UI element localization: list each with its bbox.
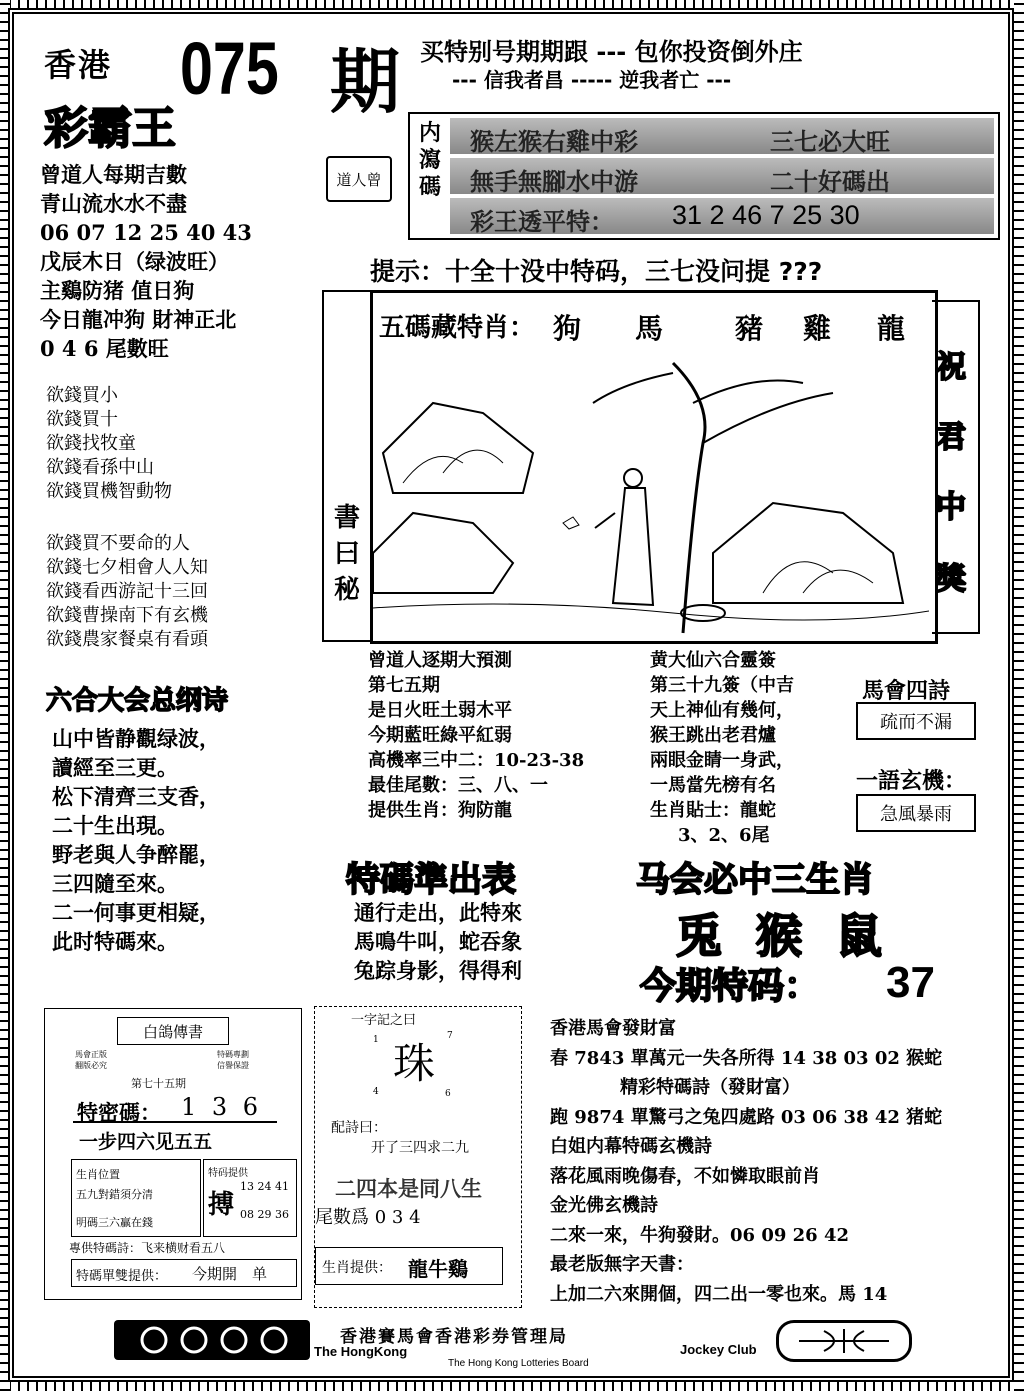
- prediction-line: 高機率三中二：10-23-38: [368, 750, 585, 771]
- issue-suffix: 期: [330, 41, 400, 123]
- zodiac-dog: 狗: [553, 312, 582, 345]
- left-vertical-text: 書曰秘: [333, 503, 360, 605]
- special-supply-title: 特码提供: [208, 1168, 248, 1179]
- slogan-1: 买特别号期期跟 --- 包你投资倒外庄: [420, 38, 803, 66]
- prediction-line: 曾道人逐期大預測: [368, 650, 512, 671]
- prediction-line: 是日火旺土弱木平: [368, 700, 512, 721]
- fortune-line: 金光佛玄機詩: [550, 1195, 658, 1216]
- brand-top: 香港: [44, 46, 113, 84]
- poem-label: 配詩曰：: [331, 1120, 387, 1136]
- special-line: 兔踪身影，得得利: [354, 958, 522, 983]
- zodiac-position-line: 明碼三六贏在錢: [76, 1216, 153, 1229]
- footer-en-left: The HongKong: [314, 1344, 408, 1359]
- one-char-zodiac-label: 生肖提供：: [322, 1260, 392, 1276]
- left-line: 今日龍冲狗 財神正北: [40, 307, 237, 332]
- inner-code-box: [408, 112, 1000, 240]
- want-money-list-2: [46, 532, 208, 652]
- horse-poem-title: 馬會四詩: [862, 679, 951, 704]
- pigeon-sub-left: 馬會正版 翻版必究: [75, 1050, 107, 1070]
- pigeon-title: 白鴿傳書: [117, 1017, 229, 1045]
- poem-line: 二十生出現。: [52, 813, 178, 838]
- one-char-poem: 开了三四求二九: [371, 1140, 469, 1156]
- painting-right-scroll: [932, 300, 980, 634]
- secret-label: 特密碼：: [77, 1100, 161, 1125]
- brand-name: 彩霸王: [44, 103, 176, 154]
- right-vertical-char: 君: [936, 420, 966, 455]
- painting-frame: [370, 290, 938, 644]
- horse-poem-value: 疏而不漏: [856, 702, 976, 740]
- fortune-line: 落花風雨晚傷春，不如憐取眼前肖: [550, 1165, 820, 1187]
- mystery-title: 一語玄機：: [856, 769, 967, 794]
- prediction-line: 最佳尾數：三、八、一: [368, 775, 548, 796]
- supply-numbers: 08 29 36: [240, 1208, 289, 1221]
- five-codes-label: 五碼藏特肖：: [379, 313, 536, 343]
- poem-line: 讀經至三更。: [52, 755, 178, 780]
- footer-cn: 香港賽馬會香港彩券管理局: [340, 1327, 568, 1347]
- one-char-zodiac-value: 龍牛鷄: [408, 1257, 468, 1281]
- prediction-block: [368, 648, 584, 823]
- left-line: 曾道人每期吉數: [40, 162, 187, 187]
- one-char-zodiac-box: [315, 1247, 503, 1285]
- inner-code-title: 内瀉碼: [418, 120, 441, 200]
- stamp-seal: 道人曾: [326, 156, 392, 202]
- lotteries-emblem-icon: [779, 1323, 909, 1359]
- painting-left-scroll: [322, 290, 372, 642]
- pigeon-box: [44, 1008, 302, 1300]
- want-money-item: 欲錢買十: [46, 409, 118, 430]
- want-money-item: 欲錢七夕相會人人知: [46, 557, 208, 578]
- odd-even-label: 特碼單雙提供：: [76, 1269, 168, 1284]
- left-line: 06 07 12 25 40 43: [40, 220, 252, 245]
- poem-line: 二一何事更相疑，: [52, 900, 220, 925]
- left-line: 戊辰木日（绿波旺）: [40, 249, 229, 274]
- today-special-value: 37: [886, 958, 935, 1007]
- bottom-border: [0, 1381, 1024, 1391]
- special-line: 通行走出，此特來: [354, 900, 522, 925]
- one-char-tail: 尾數爲 0 3 4: [315, 1207, 421, 1228]
- left-line: 0 4 6 尾數旺: [40, 336, 169, 361]
- poem-line: 三四隨至來。: [52, 871, 178, 896]
- pigeon-issue: 第七十五期: [131, 1077, 186, 1090]
- landscape-illustration: [373, 343, 929, 635]
- right-border: [1014, 0, 1024, 1391]
- oracle-tail: 3、2、6尾: [678, 825, 770, 846]
- poem-title: 六合大会总纲诗: [46, 686, 229, 716]
- want-money-item: 欲錢買小: [46, 385, 118, 406]
- mystery-value: 急風暴雨: [856, 794, 976, 832]
- poem-line: 此时特碼來。: [52, 929, 178, 954]
- oracle-line: 生肖貼士：龍蛇: [650, 800, 776, 821]
- big-char: 搏: [208, 1190, 235, 1220]
- one-char-bold-line: 二四本是同八生: [335, 1177, 482, 1201]
- zodiac-pig: 豬: [735, 312, 764, 345]
- zodiac-position-box: [71, 1159, 201, 1237]
- footer-en-right: Jockey Club: [680, 1342, 757, 1357]
- want-money-list-1: [46, 384, 172, 504]
- want-money-item: 欲錢看西游記十三回: [46, 581, 208, 602]
- want-money-item: 欲錢曹操南下有玄機: [46, 605, 208, 626]
- right-vertical-char: 祝: [936, 350, 966, 385]
- zodiac-horse: 馬: [635, 312, 664, 345]
- zodiac-position-title: 生肖位置: [76, 1168, 120, 1181]
- code-row3-label: 彩王透平特：: [470, 208, 614, 236]
- oracle-line: 一馬當先榜有名: [650, 775, 776, 796]
- right-vertical-char: 中: [936, 490, 966, 525]
- wong-tai-sin-block: [650, 648, 794, 848]
- fortune-line: 跑 9874 單驚弓之兔四處路 03 06 38 42 猪蛇: [550, 1106, 943, 1128]
- supply-numbers: 13 24 41: [240, 1180, 289, 1193]
- poem-line: 松下清齊三支香，: [52, 784, 220, 809]
- divider: [73, 1121, 277, 1123]
- three-zodiac-animals: 兎猴鼠: [676, 909, 916, 963]
- one-char-title: 一字記之曰: [351, 1013, 417, 1028]
- poem-line: 山中皆静觀绿波，: [52, 726, 220, 751]
- hint-text: 提示：十全十没中特码，三七没问提 ???: [370, 257, 823, 286]
- odd-even-box: [71, 1259, 297, 1287]
- oracle-line: 兩眼金睛一身武，: [650, 750, 794, 771]
- one-char-box: [314, 1006, 522, 1308]
- one-char-n6: 6: [445, 1089, 451, 1099]
- left-line: 青山流水水不盡: [40, 191, 187, 216]
- odd-even-value: 今期開 单: [192, 1265, 268, 1283]
- want-money-item: 欲錢農家餐桌有看頭: [46, 629, 208, 650]
- footer-en-sub: The Hong Kong Lotteries Board: [448, 1358, 589, 1369]
- fortune-line: 上加二六來開個，四二出一零也來。馬 14: [550, 1283, 888, 1305]
- poem-line: 野老與人争醉罷，: [52, 842, 220, 867]
- code-row2-right: 二十好碼出: [770, 168, 890, 196]
- one-char-n1: 1: [373, 1035, 379, 1045]
- zodiac-dragon: 龍: [877, 312, 906, 345]
- fortune-line: 白姐内幕特碼玄機詩: [550, 1136, 712, 1157]
- one-char-n4: 4: [373, 1087, 379, 1097]
- code-row1-left: 猴左猴右雞中彩: [470, 128, 638, 156]
- swirl-logo-icon: [114, 1320, 310, 1360]
- today-special-label: 今期特码：: [640, 966, 821, 1007]
- prediction-line: 提供生肖：狗防龍: [368, 800, 512, 821]
- code-row3-numbers: 31 2 46 7 25 30: [672, 200, 860, 230]
- left-line: 主鷄防猪 值日狗: [40, 278, 195, 303]
- fortune-line: 香港馬會發財富: [550, 1018, 676, 1039]
- step-line: 一步四六见五五: [79, 1131, 213, 1153]
- fortune-block: [550, 1014, 942, 1309]
- three-zodiac-title: 马会必中三生肖: [636, 860, 874, 900]
- prediction-line: 第七五期: [368, 675, 440, 696]
- prediction-line: 今期藍旺綠平紅弱: [368, 725, 512, 746]
- special-title: 特碼準出表: [346, 860, 516, 900]
- poem-line: 專供特碼詩：飞来横财看五八: [69, 1241, 226, 1255]
- oracle-line: 天上神仙有幾何，: [650, 700, 794, 721]
- want-money-item: 欲錢看孫中山: [46, 457, 154, 478]
- left-info: [40, 160, 252, 363]
- secret-value: 1 3 6: [181, 1093, 263, 1121]
- want-money-item: 欲錢買不要命的人: [46, 533, 190, 554]
- pigeon-sub-right: 特碼專劃 信譽保證: [217, 1050, 249, 1070]
- want-money-item: 欲錢買機智動物: [46, 481, 172, 502]
- issue-number: 075: [180, 27, 279, 110]
- oracle-line: 第三十九簽（中吉: [650, 675, 794, 696]
- fortune-line: 最老版無字天書：: [550, 1254, 694, 1275]
- want-money-item: 欲錢找牧童: [46, 433, 136, 454]
- special-line: 馬鳴牛叫，蛇吞象: [354, 929, 522, 954]
- fortune-line: 春 7843 單萬元一失各所得 14 38 03 02 猴蛇: [550, 1047, 943, 1069]
- oracle-line: 黄大仙六合靈簽: [650, 650, 776, 671]
- code-row2-left: 無手無腳水中游: [470, 168, 638, 196]
- one-char-n7: 7: [447, 1031, 453, 1041]
- special-lines: [354, 898, 522, 985]
- oracle-line: 猴王跳出老君爐: [650, 725, 776, 746]
- special-supply-box: [203, 1159, 297, 1237]
- poem-lines: [52, 724, 220, 956]
- slogan-2: --- 信我者昌 ----- 逆我者亡 ---: [452, 68, 732, 92]
- right-vertical-char: 獎: [936, 562, 966, 597]
- fortune-line: 精彩特碼詩（發財富）: [620, 1077, 800, 1098]
- zodiac-rooster: 雞: [803, 312, 832, 345]
- jockey-logo-left: [114, 1320, 310, 1360]
- lotteries-logo-right: [776, 1320, 912, 1362]
- code-row1-right: 三七必大旺: [770, 128, 890, 156]
- zodiac-position-line: 五九對錯須分清: [76, 1188, 153, 1201]
- fortune-line: 二來一來，牛狗發財。06 09 26 42: [550, 1224, 849, 1246]
- one-char-glyph: 珠: [393, 1039, 436, 1088]
